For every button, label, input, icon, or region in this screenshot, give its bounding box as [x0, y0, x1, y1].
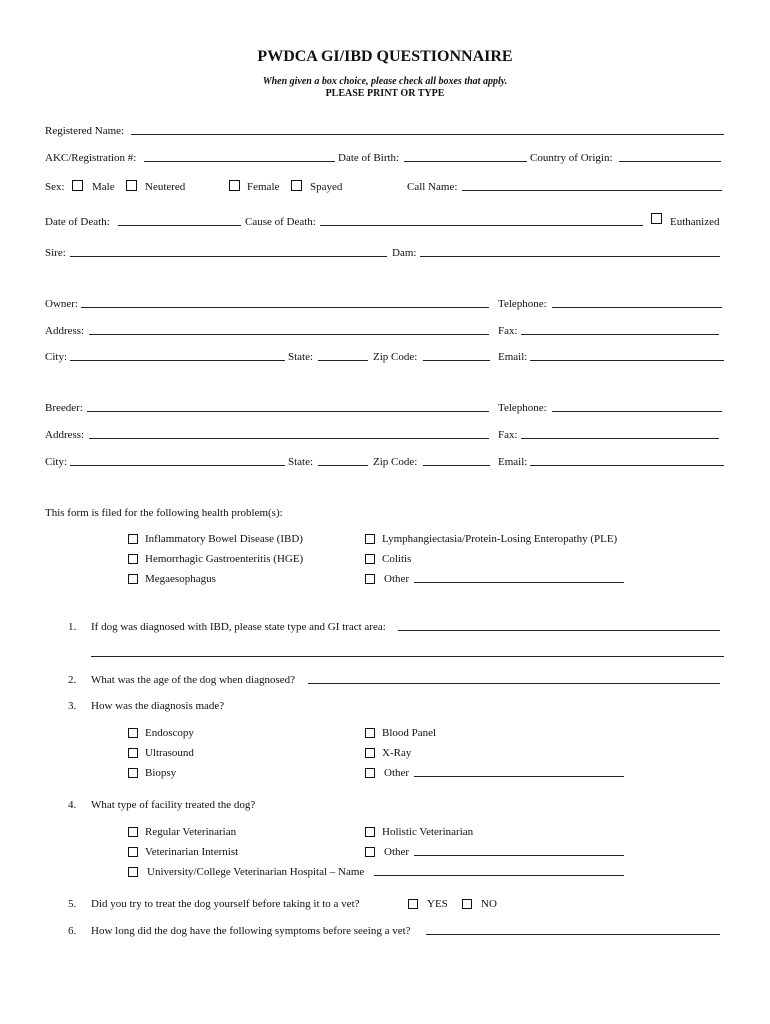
owner-telephone-field[interactable] — [552, 307, 722, 308]
breeder-address-field[interactable] — [89, 438, 489, 439]
q1-text: If dog was diagnosed with IBD, please state type and GI tract area: — [91, 621, 386, 633]
instruction-text: When given a box choice, please check all boxes that apply. — [262, 76, 508, 87]
owner-city-field[interactable] — [70, 360, 285, 361]
owner-state-label: State: — [288, 351, 314, 363]
biopsy-label: Biopsy — [145, 767, 177, 779]
colitis-checkbox[interactable] — [365, 554, 375, 564]
q5-number: 5. — [68, 898, 77, 910]
registered-name-field[interactable] — [131, 134, 724, 135]
q2-answer-field[interactable] — [308, 683, 720, 684]
regular-vet-checkbox[interactable] — [128, 827, 138, 837]
breeder-label: Breeder: — [45, 402, 83, 414]
breeder-field[interactable] — [87, 411, 489, 412]
xray-checkbox[interactable] — [365, 748, 375, 758]
female-label: Female — [247, 181, 280, 193]
call-name-label: Call Name: — [407, 181, 458, 193]
vet-internist-checkbox[interactable] — [128, 847, 138, 857]
yes-label: YES — [427, 898, 448, 910]
ibd-checkbox[interactable] — [128, 534, 138, 544]
colitis-label: Colitis — [382, 553, 412, 565]
q6-answer-field[interactable] — [426, 934, 720, 935]
country-of-origin-label: Country of Origin: — [530, 152, 613, 164]
q6-text: How long did the dog have the following symptoms before seeing a vet? — [91, 925, 411, 937]
date-of-death-label: Date of Death: — [45, 216, 110, 228]
q4-number: 4. — [68, 799, 77, 811]
facility-other-checkbox[interactable] — [365, 847, 375, 857]
facility-other-label: Other — [384, 846, 410, 858]
megaesophagus-checkbox[interactable] — [128, 574, 138, 584]
vet-internist-label: Veterinarian Internist — [145, 846, 239, 858]
owner-zip-field[interactable] — [423, 360, 490, 361]
diagnosis-other-checkbox[interactable] — [365, 768, 375, 778]
owner-city-label: City: — [45, 351, 68, 363]
ultrasound-checkbox[interactable] — [128, 748, 138, 758]
date-of-birth-field[interactable] — [404, 161, 527, 162]
diagnosis-other-field[interactable] — [414, 776, 624, 777]
problem-other-checkbox[interactable] — [365, 574, 375, 584]
owner-telephone-label: Telephone: — [498, 298, 547, 310]
neutered-label: Neutered — [145, 181, 186, 193]
breeder-zip-field[interactable] — [423, 465, 490, 466]
dam-field[interactable] — [420, 256, 720, 257]
owner-zip-label: Zip Code: — [373, 351, 418, 363]
endoscopy-checkbox[interactable] — [128, 728, 138, 738]
university-hospital-label: University/College Veterinarian Hospital – Name — [147, 866, 365, 878]
breeder-email-label: Email: — [498, 456, 528, 468]
breeder-state-label: State: — [288, 456, 314, 468]
registered-name-label: Registered Name: — [45, 125, 125, 137]
q4-text: What type of facility treated the dog? — [91, 799, 256, 811]
owner-address-field[interactable] — [89, 334, 489, 335]
yes-checkbox[interactable] — [408, 899, 418, 909]
owner-address-label: Address: — [45, 325, 85, 337]
spayed-label: Spayed — [310, 181, 343, 193]
breeder-city-label: City: — [45, 456, 68, 468]
date-of-death-field[interactable] — [118, 225, 241, 226]
hge-label: Hemorrhagic Gastroenteritis (HGE) — [145, 553, 304, 565]
female-checkbox[interactable] — [229, 180, 240, 191]
breeder-fax-label: Fax: — [498, 429, 518, 441]
q1-number: 1. — [68, 621, 77, 633]
breeder-email-field[interactable] — [530, 465, 724, 466]
dam-label: Dam: — [392, 247, 417, 259]
owner-fax-label: Fax: — [498, 325, 518, 337]
no-label: NO — [481, 898, 497, 910]
sire-label: Sire: — [45, 247, 66, 259]
megaesophagus-label: Megaesophagus — [145, 573, 216, 585]
breeder-zip-label: Zip Code: — [373, 456, 418, 468]
spayed-checkbox[interactable] — [291, 180, 302, 191]
owner-fax-field[interactable] — [521, 334, 719, 335]
endoscopy-label: Endoscopy — [145, 727, 194, 739]
q1-answer-field-line2[interactable] — [91, 656, 724, 657]
date-of-birth-label: Date of Birth: — [338, 152, 400, 164]
q2-text: What was the age of the dog when diagnosed? — [91, 674, 296, 686]
ple-label: Lymphangiectasia/Protein-Losing Enteropathy (PLE) — [382, 533, 618, 545]
owner-email-field[interactable] — [530, 360, 724, 361]
owner-label: Owner: — [45, 298, 78, 310]
breeder-address-label: Address: — [45, 429, 85, 441]
euthanized-checkbox[interactable] — [651, 213, 662, 224]
akc-registration-label: AKC/Registration #: — [45, 152, 137, 164]
owner-state-field[interactable] — [318, 360, 368, 361]
akc-registration-field[interactable] — [144, 161, 335, 162]
hge-checkbox[interactable] — [128, 554, 138, 564]
blood-panel-checkbox[interactable] — [365, 728, 375, 738]
call-name-field[interactable] — [462, 190, 722, 191]
breeder-city-field[interactable] — [70, 465, 285, 466]
q3-text: How was the diagnosis made? — [91, 700, 225, 712]
breeder-telephone-field[interactable] — [552, 411, 722, 412]
biopsy-checkbox[interactable] — [128, 768, 138, 778]
regular-vet-label: Regular Veterinarian — [145, 826, 237, 838]
male-label: Male — [92, 181, 115, 193]
sire-field[interactable] — [70, 256, 387, 257]
ultrasound-label: Ultrasound — [145, 747, 194, 759]
male-checkbox[interactable] — [72, 180, 83, 191]
holistic-vet-checkbox[interactable] — [365, 827, 375, 837]
university-hospital-checkbox[interactable] — [128, 867, 138, 877]
holistic-vet-label: Holistic Veterinarian — [382, 826, 474, 838]
ibd-label: Inflammatory Bowel Disease (IBD) — [145, 533, 303, 545]
university-hospital-name-field[interactable] — [374, 875, 624, 876]
breeder-state-field[interactable] — [318, 465, 368, 466]
owner-email-label: Email: — [498, 351, 528, 363]
sex-label: Sex: — [45, 181, 65, 193]
q6-number: 6. — [68, 925, 77, 937]
euthanized-label: Euthanized — [670, 216, 720, 228]
country-of-origin-field[interactable] — [619, 161, 721, 162]
page-title: PWDCA GI/IBD QUESTIONNAIRE — [257, 48, 513, 65]
cause-of-death-label: Cause of Death: — [245, 216, 316, 228]
print-note: PLEASE PRINT OR TYPE — [325, 88, 445, 99]
problem-other-label: Other — [384, 573, 410, 585]
cause-of-death-field[interactable] — [320, 225, 643, 226]
health-problems-intro: This form is filed for the following health problem(s): — [45, 507, 283, 519]
ple-checkbox[interactable] — [365, 534, 375, 544]
q5-text: Did you try to treat the dog yourself before taking it to a vet? — [91, 898, 360, 910]
owner-field[interactable] — [81, 307, 489, 308]
xray-label: X-Ray — [382, 747, 412, 759]
q1-answer-field[interactable] — [398, 630, 720, 631]
no-checkbox[interactable] — [462, 899, 472, 909]
q2-number: 2. — [68, 674, 77, 686]
facility-other-field[interactable] — [414, 855, 624, 856]
breeder-fax-field[interactable] — [521, 438, 719, 439]
breeder-telephone-label: Telephone: — [498, 402, 547, 414]
problem-other-field[interactable] — [414, 582, 624, 583]
q3-number: 3. — [68, 700, 77, 712]
neutered-checkbox[interactable] — [126, 180, 137, 191]
diagnosis-other-label: Other — [384, 767, 410, 779]
blood-panel-label: Blood Panel — [382, 727, 437, 739]
